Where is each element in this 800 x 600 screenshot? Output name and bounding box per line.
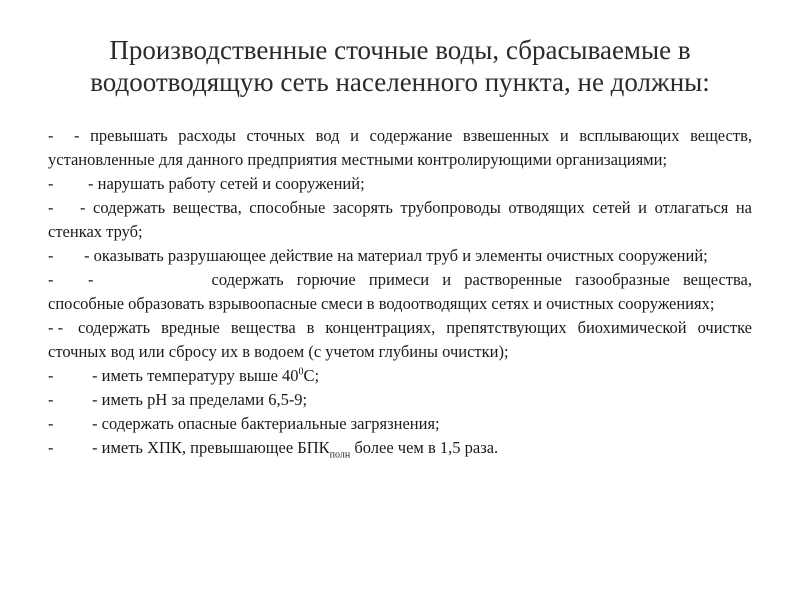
item-bullet: - [48, 366, 54, 385]
item-text: содержать горючие примеси и растворенные газообразные вещества, способные образовать взрывоопасные смеси в водоотводящих сетях и очистных сооружениях; [48, 270, 752, 313]
list-item [48, 244, 752, 268]
list-item [48, 172, 752, 196]
item-bullet: - - [48, 318, 64, 337]
item-text: - иметь ХПК, превышающее БПК [92, 438, 330, 457]
title-line-1: Производственные сточные воды, сбрасываемые в [109, 35, 691, 65]
list-item [48, 436, 752, 460]
item-bullet: - [48, 270, 54, 289]
item-bullet: - [48, 438, 54, 457]
list-item [48, 316, 752, 364]
item-bullet: - [48, 390, 54, 409]
item-text-end: более чем в 1,5 раза. [350, 438, 499, 457]
item-bullet: - [48, 246, 54, 265]
list-item [48, 364, 752, 388]
subscript: полн [329, 449, 351, 461]
item-text: содержать вредные вещества в концентрациях, препятствующих биохимической очистке сточных вод или сбросу их в водоем (с учетом глубины очистки); [48, 318, 752, 361]
item-bullet: - [48, 126, 54, 145]
item-text: - иметь температуру выше 40 [92, 366, 299, 385]
item-text: - превышать расходы сточных вод и содержание взвешенных и всплывающих веществ, установленные для данного предприятия местными контролирующими организациями; [48, 126, 752, 169]
requirements-list [48, 124, 752, 460]
item-text: - нарушать работу сетей и сооружений; [88, 174, 365, 193]
superscript: 0 [298, 366, 304, 378]
item-dash: - [88, 270, 94, 289]
item-text: - оказывать разрушающее действие на материал труб и элементы очистных сооружений; [84, 246, 708, 265]
item-bullet: - [48, 414, 54, 433]
item-text: - иметь pH за пределами 6,5-9; [92, 390, 308, 409]
list-item [48, 268, 752, 316]
item-text: - содержать опасные бактериальные загрязнения; [92, 414, 440, 433]
list-item [48, 388, 752, 412]
list-item [48, 412, 752, 436]
item-bullet: - [48, 174, 54, 193]
list-item [48, 124, 752, 172]
item-text-end: С; [303, 366, 320, 385]
item-text: - содержать вещества, способные засорять трубопроводы отводящих сетей и отлагаться на стенках труб; [48, 198, 752, 241]
list-item [48, 196, 752, 244]
title-line-2: водоотводящую сеть населенного пункта, не должны: [90, 67, 710, 97]
slide-title [60, 34, 740, 98]
item-bullet: - [48, 198, 54, 217]
